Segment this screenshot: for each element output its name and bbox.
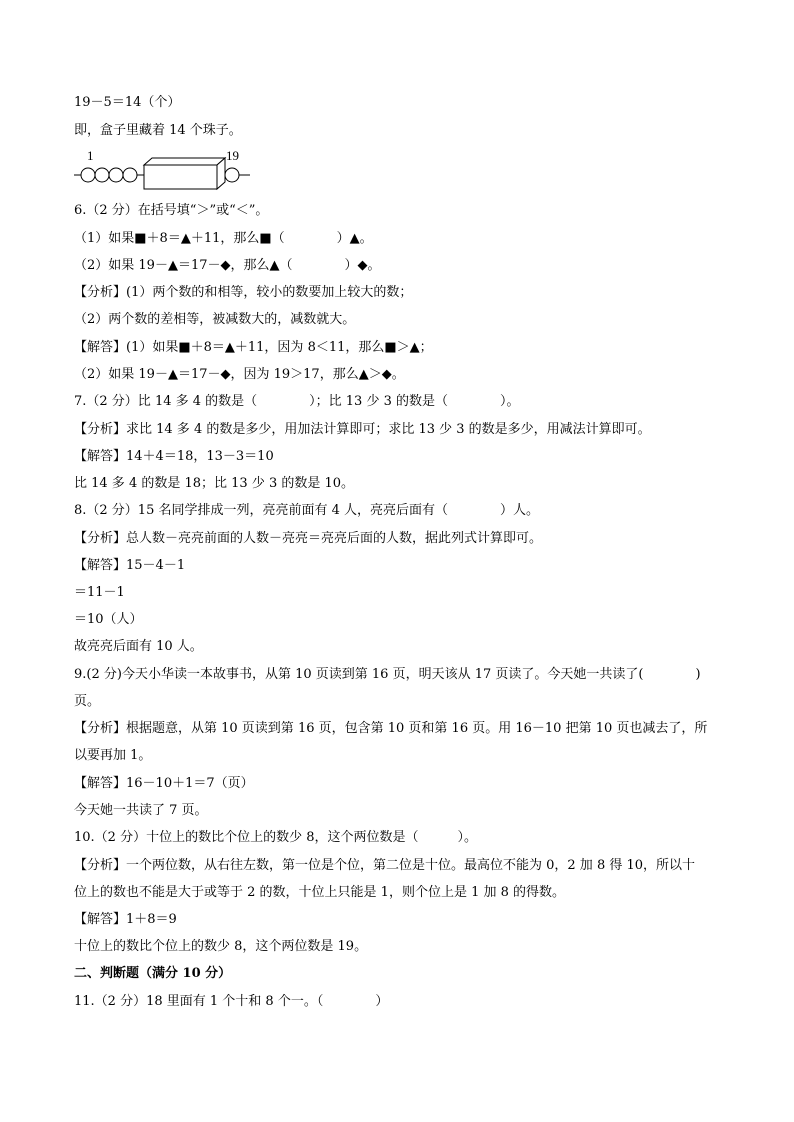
text-line: 【分析】一个两位数，从右往左数，第一位是个位，第二位是十位。最高位不能为 0，2 加 8 得 10，所以十 xyxy=(74,858,696,873)
text-line: 10.（2 分）十位上的数比个位上的数少 8，这个两位数是（ ）。 xyxy=(74,830,477,845)
text-line: 【解答】14＋4＝18，13－3＝10 xyxy=(74,449,274,464)
text-line: （1）如果■＋8＝▲＋11，那么■（ ）▲。 xyxy=(74,231,373,246)
bead xyxy=(95,168,109,182)
bead-label-left: 1 xyxy=(87,148,94,163)
text-line: 以要再加 1。 xyxy=(74,748,152,763)
text-line: 6.（2 分）在括号填“＞”或“＜”。 xyxy=(74,203,269,218)
text-line: 【分析】根据题意，从第 10 页读到第 16 页，包含第 10 页和第 16 页。用 16－10 把第 10 页也减去了，所 xyxy=(74,721,708,736)
text-line: 19－5＝14（个） xyxy=(74,95,181,110)
text-line: 【解答】16－10＋1＝7（页） xyxy=(74,776,254,791)
text-line: 【分析】总人数－亮亮前面的人数－亮亮＝亮亮后面的人数，据此列式计算即可。 xyxy=(74,531,543,546)
text-line: 十位上的数比个位上的数少 8，这个两位数是 19。 xyxy=(74,939,368,954)
text-line: （2）如果 19－▲＝17－◆，因为 19＞17，那么▲＞◆。 xyxy=(74,367,405,382)
text-line: ＝10（人） xyxy=(74,612,143,627)
bead-label-right: 19 xyxy=(226,148,239,163)
bead xyxy=(109,168,123,182)
text-line: 比 14 多 4 的数是 18；比 13 少 3 的数是 10。 xyxy=(74,476,355,491)
text-line: 【解答】1＋8＝9 xyxy=(74,912,177,927)
text-line: 【分析】(1）两个数的和相等，较小的数要加上较大的数； xyxy=(74,285,413,300)
text-line: （2）如果 19－▲＝17－◆，那么▲（ ）◆。 xyxy=(74,258,381,273)
bead xyxy=(81,168,95,182)
text-line: 即，盒子里藏着 14 个珠子。 xyxy=(74,123,242,138)
text-line: 11.（2 分）18 里面有 1 个十和 8 个一。（ ） xyxy=(74,994,389,1009)
bead xyxy=(225,168,239,182)
text-line: 【解答】15－4－1 xyxy=(74,558,186,573)
box-front xyxy=(144,165,217,189)
bead-box-figure xyxy=(72,147,262,195)
text-line: 8.（2 分）15 名同学排成一列，亮亮前面有 4 人，亮亮后面有（ ）人。 xyxy=(74,503,540,518)
box-top xyxy=(144,158,225,165)
text-line: 9.(2 分)今天小华读一本故事书，从第 10 页读到第 16 页，明天该从 17 页读了。今天她一共读了( ) xyxy=(74,667,701,682)
text-line: 页。 xyxy=(74,694,101,709)
text-line: 【分析】求比 14 多 4 的数是多少，用加法计算即可；求比 13 少 3 的数是多少，用减法计算即可。 xyxy=(74,422,651,437)
text-line: 【解答】(1）如果■＋8＝▲＋11，因为 8＜11，那么■＞▲； xyxy=(74,340,433,355)
text-line: 故亮亮后面有 10 人。 xyxy=(74,639,203,654)
text-line: 今天她一共读了 7 页。 xyxy=(74,803,208,818)
text-line: 7.（2 分）比 14 多 4 的数是（ ）；比 13 少 3 的数是（ ）。 xyxy=(74,394,520,409)
text-line: ＝11－1 xyxy=(74,585,125,600)
bead xyxy=(123,168,137,182)
text-line: 二、判断题（满分 10 分） xyxy=(74,966,232,981)
text-line: 位上的数也不能是大于或等于 2 的数，十位上只能是 1，则个位上是 1 加 8 的得数。 xyxy=(74,885,566,900)
text-line: （2）两个数的差相等，被减数大的，减数就大。 xyxy=(74,312,356,327)
